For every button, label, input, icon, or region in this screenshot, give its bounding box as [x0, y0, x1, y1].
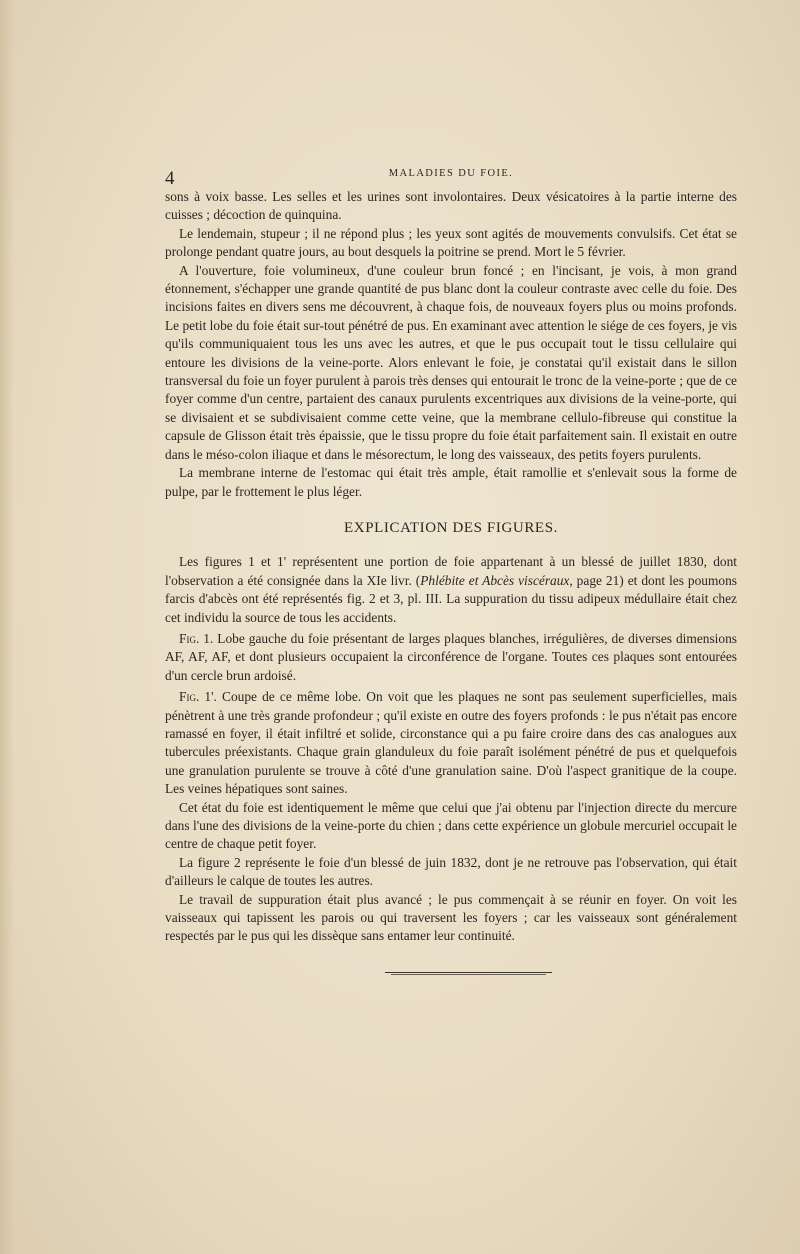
- paragraph: La figure 2 représente le foie d'un blessé de juin 1832, dont je ne retrouve pas l'observation, qui était d'ailleurs le calque de toutes les autres.: [165, 854, 737, 889]
- text-run: Coupe de ce même lobe. On voit que les plaques ne sont pas seulement superficielles, mais pénètrent à une très grande profondeur ; qu'il existe en outre des foyers profonds : le pus n'était pas encore ramassé en foyer, il était infiltré et solide, circonstance qui a pu faire croire dans des cas analogues aux tubercules préexistants. Chaque grain glanduleux du foie paraît isolément pénétré de pus et quelquefois une granulation purulente se trouve à côté d'une granulation saine. D'où l'aspect granitique de la coupe. Les veines hépatiques sont saines.: [165, 689, 737, 797]
- figure-label: Fig. 1.: [179, 630, 214, 646]
- paragraph-figures-intro: [165, 553, 737, 627]
- paragraph: Cet état du foie est identiquement le même que celui que j'ai obtenu par l'injection directe du mercure dans l'une des divisions de la veine-porte du chien ; dans cette expérience un globule mercuriel occupait le centre de chaque petit foyer.: [165, 799, 737, 852]
- closing-rule: [385, 972, 552, 973]
- section-heading: EXPLICATION DES FIGURES.: [344, 519, 558, 536]
- paragraph: Le travail de suppuration était plus avancé ; le pus commençait à se réunir en foyer. On voit les vaisseaux qui tapissent les parois ou qui traversent les foyers ; car les vaisseaux sont généralement respectés par le pus qui les dissèque sans entamer leur continuité.: [165, 891, 737, 944]
- paragraph-fig-1-prime: [165, 688, 737, 798]
- figure-label: Fig. 1'.: [179, 689, 217, 705]
- paragraph-fig-1: [165, 630, 737, 685]
- page-header: [165, 164, 737, 190]
- text-run: Lobe gauche du foie présentant de larges plaques blanches, irrégulières, de diverses dimensions AF, AF, AF, et dont plusieurs occupaient la circonférence de l'organe. Toutes ces plaques sont entourées d'un cercle brun ardoisé.: [165, 630, 737, 683]
- text-run: Les figures 1 et 1' représentent une portion de foie appartenant à un blessé de juillet 1830, dont l'observation a été consignée dans la XIe livr. (: [165, 554, 737, 588]
- italic-title: Phlébite et Abcès viscéraux: [420, 572, 570, 588]
- text-run: , page 21) et dont les poumons farcis d'abcès ont été représentés fig. 2 et 3, pl. III. La suppuration du tissu adipeux médullaire était chez cet individu la source de tous les accidents.: [165, 572, 737, 625]
- paragraph: La membrane interne de l'estomac qui était très ample, était ramollie et s'enlevait sous la forme de pulpe, par le frottement le plus léger.: [165, 465, 737, 499]
- paragraph-continuation: sons à voix basse. Les selles et les urines sont involontaires. Deux vésicatoires à la partie interne des cuisses ; décoction de quinquina.: [165, 189, 737, 223]
- paragraph: Le lendemain, stupeur ; il ne répond plus ; les yeux sont agités de mouvements convulsifs. Cet état se prolonge pendant quatre jours, au bout desquels la poitrine se prend. Mort le 5 février.: [165, 225, 737, 260]
- body-text: [165, 188, 737, 946]
- running-title: MALADIES DU FOIE.: [388, 168, 514, 179]
- page-number: 4: [165, 168, 175, 189]
- paragraph: A l'ouverture, foie volumineux, d'une couleur brun foncé ; en l'incisant, je vois, à mon grand étonnement, s'échapper une grande quantité de pus blanc dont la couleur contraste avec celle du foie. Des incisions faites en divers sens me découvrent, à chaque fois, de nouveaux foyers plus ou moins profonds. Le petit lobe du foie était sur-tout pénétré de pus. En examinant avec attention le siége de ces foyers, je vis qu'ils communiquaient tous les uns avec les autres, et que le pus occupait tout le tissu cellulaire qui entoure les divisions de la veine-porte. Alors enlevant le foie, je constatai qu'il existait dans le sillon transversal du foie un foyer purulent à parois très denses qui entourait le tronc de la veine-porte ; que de ce foyer comme d'un centre, partaient des canaux purulents excentriques aux divisions de la veine-porte, qui se divisaient et se subdivisaient comme cette veine, que la membrane cellulo-fibreuse qui constitue la capsule de Glisson était très épaissie, que le tissu propre du foie était parfaitement sain. Il existait en outre dans le méso-colon iliaque et dans le mésorectum, le long des vaisseaux, des petits foyers purulents.: [165, 262, 737, 462]
